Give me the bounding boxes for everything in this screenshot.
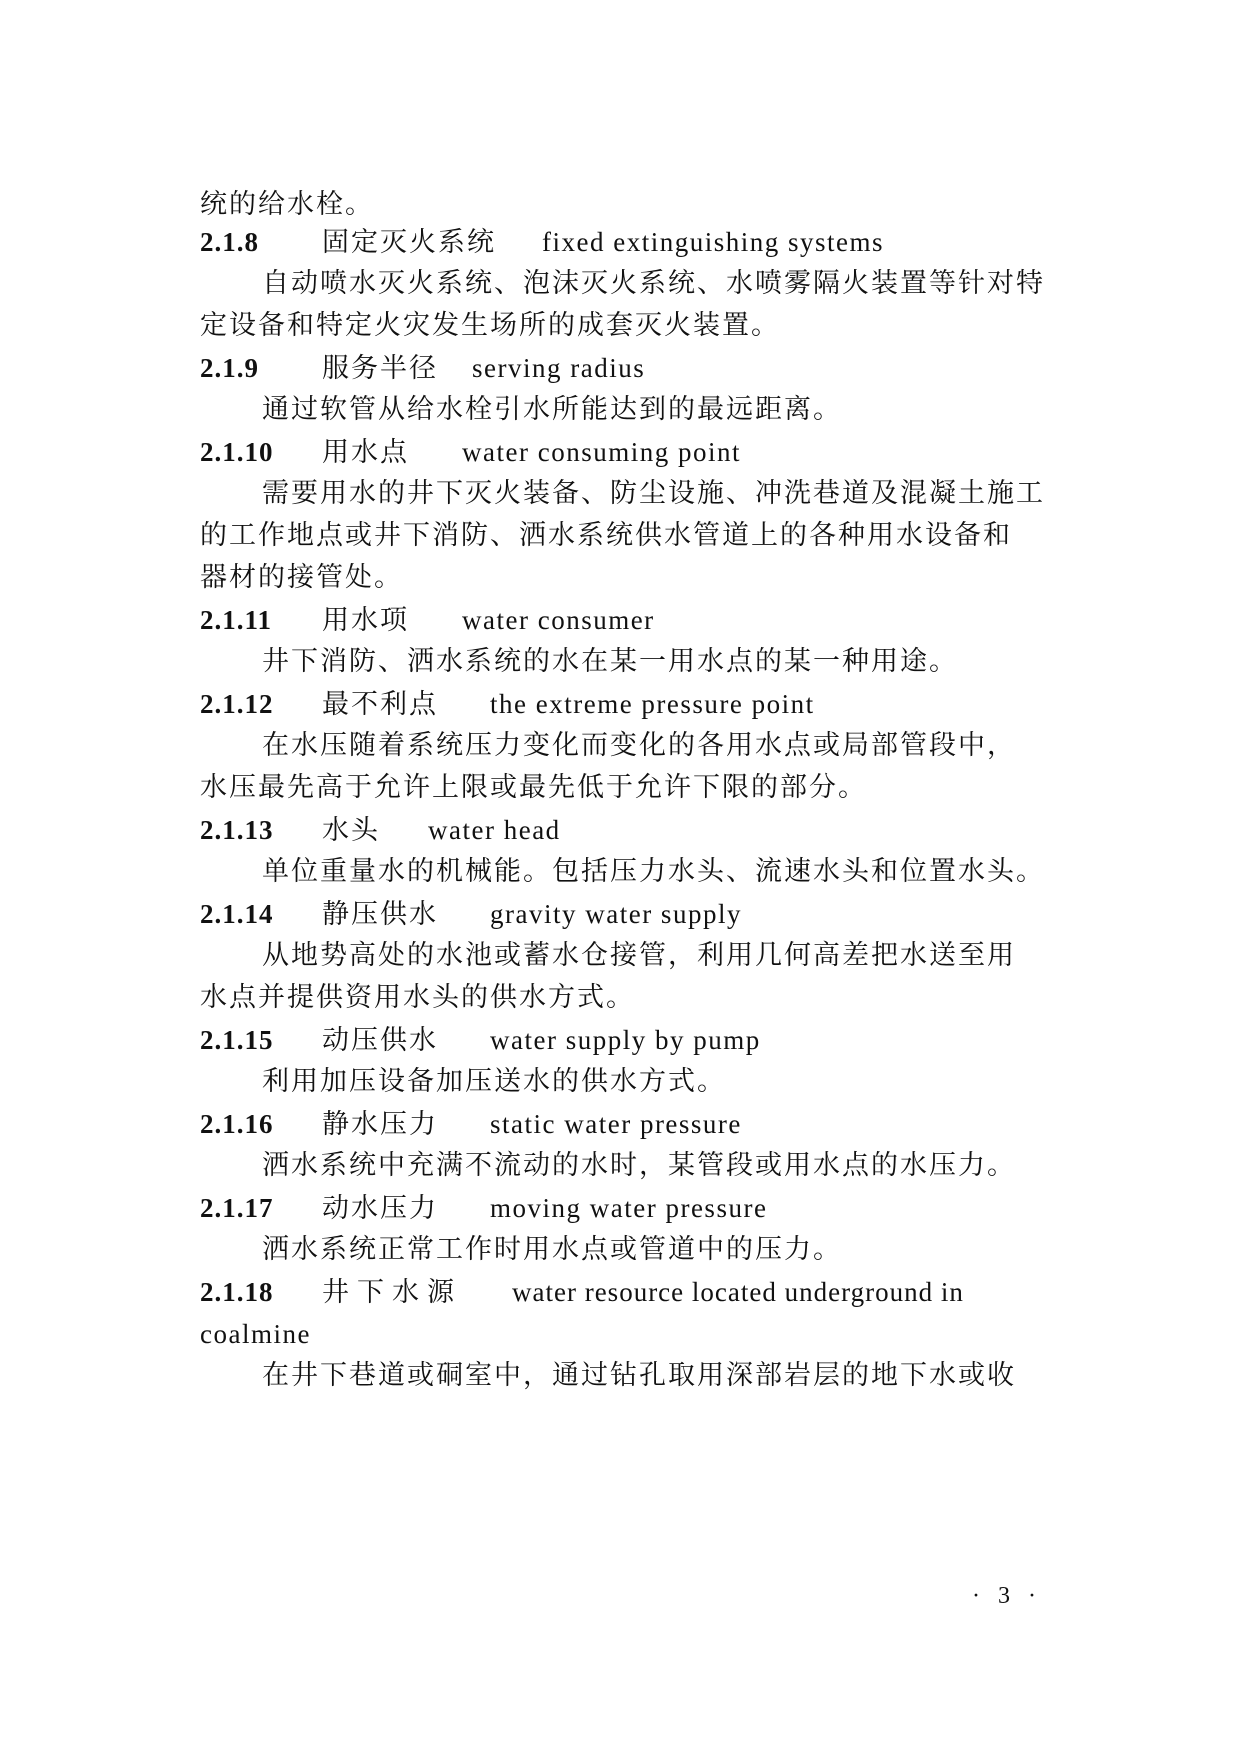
body-line: 单位重量水的机械能。包括压力水头、流速水头和位置水头。	[262, 856, 1045, 887]
term-chinese: 最不利点	[322, 689, 438, 720]
term-heading	[200, 1188, 1080, 1228]
term-heading	[200, 894, 1080, 934]
term-number: 2.1.13	[200, 815, 274, 845]
term-english: water resource located underground in	[512, 1277, 964, 1307]
term-chinese: 静水压力	[322, 1109, 438, 1140]
page-number: · 3 ·	[972, 1583, 1042, 1609]
term-chinese: 固定灭火系统	[322, 227, 496, 258]
body-line: 自动喷水灭火系统、泡沫灭火系统、水喷雾隔火装置等针对特	[262, 268, 1045, 299]
term-heading	[200, 1104, 1080, 1144]
term-chinese: 用水项	[322, 605, 409, 636]
term-english: static water pressure	[490, 1109, 742, 1139]
term-heading	[200, 600, 1080, 640]
term-number: 2.1.11	[200, 605, 273, 635]
body-line: 井下消防、洒水系统的水在某一用水点的某一种用途。	[262, 646, 958, 677]
term-english: gravity water supply	[490, 899, 742, 929]
term-number: 2.1.15	[200, 1025, 274, 1055]
term-number: 2.1.10	[200, 437, 274, 467]
term-chinese: 井下水源	[322, 1277, 462, 1308]
term-chinese: 动水压力	[322, 1193, 438, 1224]
term-chinese: 用水点	[322, 437, 409, 468]
term-heading	[200, 684, 1080, 724]
term-english: fixed extinguishing systems	[542, 227, 884, 257]
term-number: 2.1.16	[200, 1109, 274, 1139]
body-line: 在水压随着系统压力变化而变化的各用水点或局部管段中，	[262, 730, 1016, 761]
body-line: 从地势高处的水池或蓄水仓接管，利用几何高差把水送至用	[262, 940, 1016, 971]
term-english: moving water pressure	[490, 1193, 768, 1223]
body-line: 利用加压设备加压送水的供水方式。	[262, 1066, 726, 1097]
body-line	[200, 1314, 1080, 1354]
term-heading	[200, 348, 1080, 388]
term-heading	[200, 1020, 1080, 1060]
body-line: 定设备和特定火灾发生场所的成套灭火装置。	[200, 310, 780, 341]
term-english: water head	[428, 815, 561, 845]
term-chinese: 静压供水	[322, 899, 438, 930]
term-heading	[200, 810, 1080, 850]
body-line: 器材的接管处。	[200, 562, 403, 593]
term-english: water consuming point	[462, 437, 741, 467]
body-line: 的工作地点或井下消防、洒水系统供水管道上的各种用水设备和	[200, 520, 1012, 551]
term-heading	[200, 432, 1080, 472]
term-number: 2.1.8	[200, 227, 259, 257]
body-line: 在井下巷道或硐室中，通过钻孔取用深部岩层的地下水或收	[262, 1360, 1016, 1391]
term-chinese: 动压供水	[322, 1025, 438, 1056]
term-chinese: 服务半径	[322, 353, 438, 384]
term-heading	[200, 222, 1080, 262]
term-english: the extreme pressure point	[490, 689, 815, 719]
body-line: 需要用水的井下灭火装备、防尘设施、冲洗巷道及混凝土施工	[262, 478, 1045, 509]
body-line: 洒水系统正常工作时用水点或管道中的压力。	[262, 1234, 842, 1265]
term-english: serving radius	[472, 353, 646, 383]
term-english: water consumer	[462, 605, 655, 635]
body-line: 统的给水栓。	[200, 189, 374, 220]
body-line: 水点并提供资用水头的供水方式。	[200, 982, 635, 1013]
term-english-continued: coalmine	[200, 1319, 311, 1349]
term-english: water supply by pump	[490, 1025, 761, 1055]
body-line: 通过软管从给水栓引水所能达到的最远距离。	[262, 394, 842, 425]
body-line: 水压最先高于允许上限或最先低于允许下限的部分。	[200, 772, 867, 803]
term-number: 2.1.12	[200, 689, 274, 719]
term-heading	[200, 1272, 1080, 1312]
term-number: 2.1.17	[200, 1193, 274, 1223]
term-number: 2.1.9	[200, 353, 259, 383]
body-line: 洒水系统中充满不流动的水时，某管段或用水点的水压力。	[262, 1150, 1016, 1181]
term-number: 2.1.18	[200, 1277, 274, 1307]
term-chinese: 水头	[322, 815, 380, 846]
term-number: 2.1.14	[200, 899, 274, 929]
